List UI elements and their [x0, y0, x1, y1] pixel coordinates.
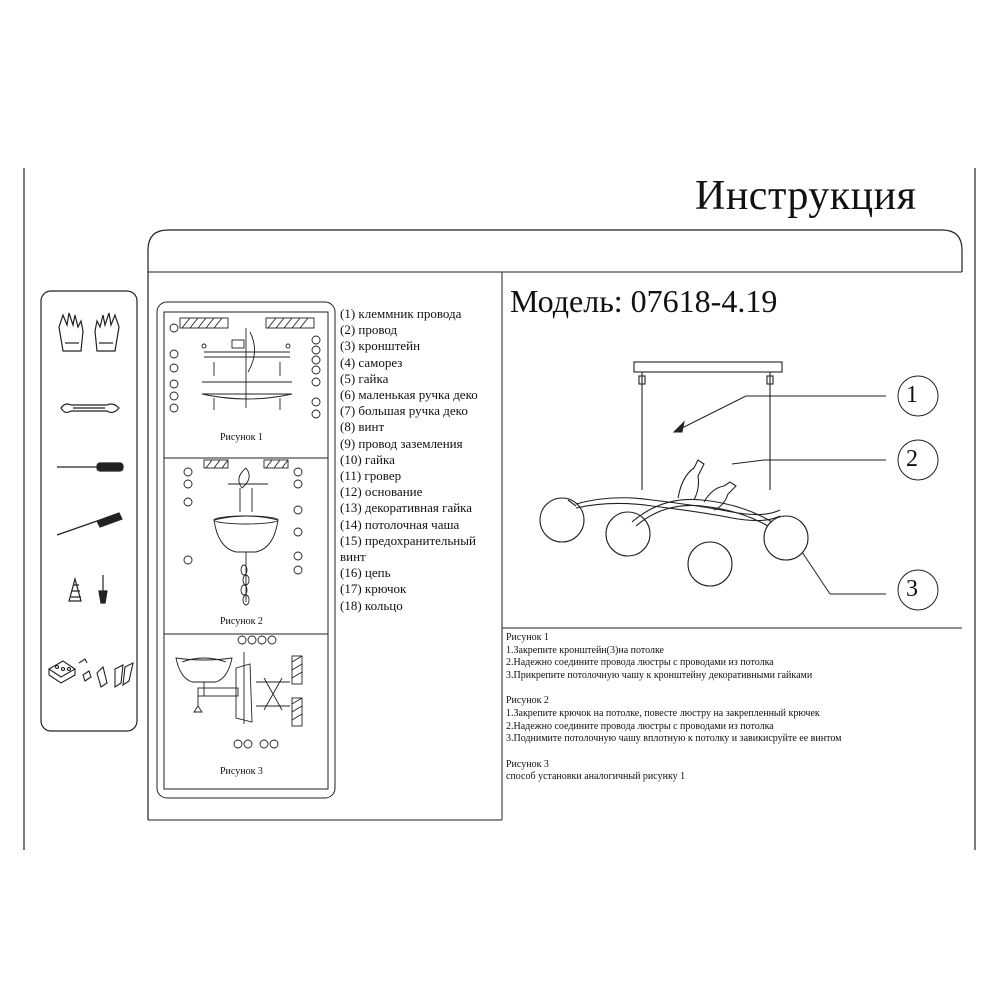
list-item: (6) маленькая ручка деко: [340, 387, 478, 403]
list-item: (13) декоративная гайка: [340, 500, 473, 516]
step-heading: Рисунок 1: [506, 632, 549, 643]
list-item: (18) кольцо: [340, 597, 403, 613]
step-text: 1.Закрепите крючок на потолке, повесте люстру на закрепленный крючек: [506, 707, 820, 719]
callout-label: 2: [906, 446, 918, 472]
list-item: (15) предохранительный винт: [340, 532, 476, 565]
electrical-connectors-icon: [49, 659, 133, 687]
list-item: (9) провод заземления: [340, 435, 463, 451]
list-item: (3) кронштейн: [340, 338, 421, 354]
model-number: Модель: 07618-4.19: [510, 283, 778, 319]
step-heading: Рисунок 2: [506, 695, 549, 707]
gloves-icon: [59, 313, 119, 351]
parts-list: [340, 306, 510, 614]
list-item: (10) гайка: [340, 451, 395, 467]
list-item: (2) провод: [340, 322, 398, 338]
installation-steps: [506, 632, 926, 784]
page-title: Инструкция: [695, 173, 917, 219]
step-text: 3.Поднимите потолочную чашу вплотную к потолку и завикисруйте ее винтом: [506, 733, 842, 745]
figure-2-drawing: [184, 460, 302, 605]
callout-label: 1: [906, 382, 918, 408]
figure-caption-1: Рисунок 1: [220, 432, 263, 443]
step-text: способ установки аналогичный рисунку 1: [506, 771, 686, 783]
step-text: 2.Надежно соедините провода люстры с проводами из потолка: [506, 657, 774, 669]
list-item: (12) основание: [340, 484, 423, 500]
wrench-icon: [61, 404, 119, 412]
anchors-screws-icon: [69, 575, 107, 603]
list-item: (17) крючок: [340, 581, 407, 597]
list-item: (1) клеммник провода: [340, 306, 462, 321]
screwdriver-flat-icon: [57, 463, 123, 471]
list-item: (5) гайка: [340, 370, 389, 386]
screwdriver-cross-icon: [57, 513, 122, 535]
figure-3-drawing: [176, 636, 302, 748]
figure-1-drawing: [170, 318, 320, 418]
step-heading: Рисунок 3: [506, 758, 549, 770]
list-item: (7) большая ручка деко: [340, 403, 468, 419]
figure-caption-2: Рисунок 2: [220, 616, 263, 627]
list-item: (16) цепь: [340, 565, 391, 581]
callout-label: 3: [906, 576, 918, 602]
chandelier-drawing: [502, 272, 962, 628]
step-text: 3.Прикрепите потолочную чашу к кронштейну декоративными гайками: [506, 669, 813, 681]
list-item: (11) гровер: [340, 468, 402, 484]
tools-panel: [41, 291, 137, 731]
list-item: (4) саморез: [340, 354, 403, 370]
step-text: 2.Надежно соедините провода люстры с проводами из потолка: [506, 720, 774, 732]
list-item: (8) винт: [340, 419, 385, 435]
figure-caption-3: Рисунок 3: [220, 766, 263, 777]
list-item: (14) потолочная чаша: [340, 516, 460, 532]
figure-drawings: [164, 312, 328, 789]
step-text: 1.Закрепите кронштейн(3)на потолке: [506, 644, 664, 656]
